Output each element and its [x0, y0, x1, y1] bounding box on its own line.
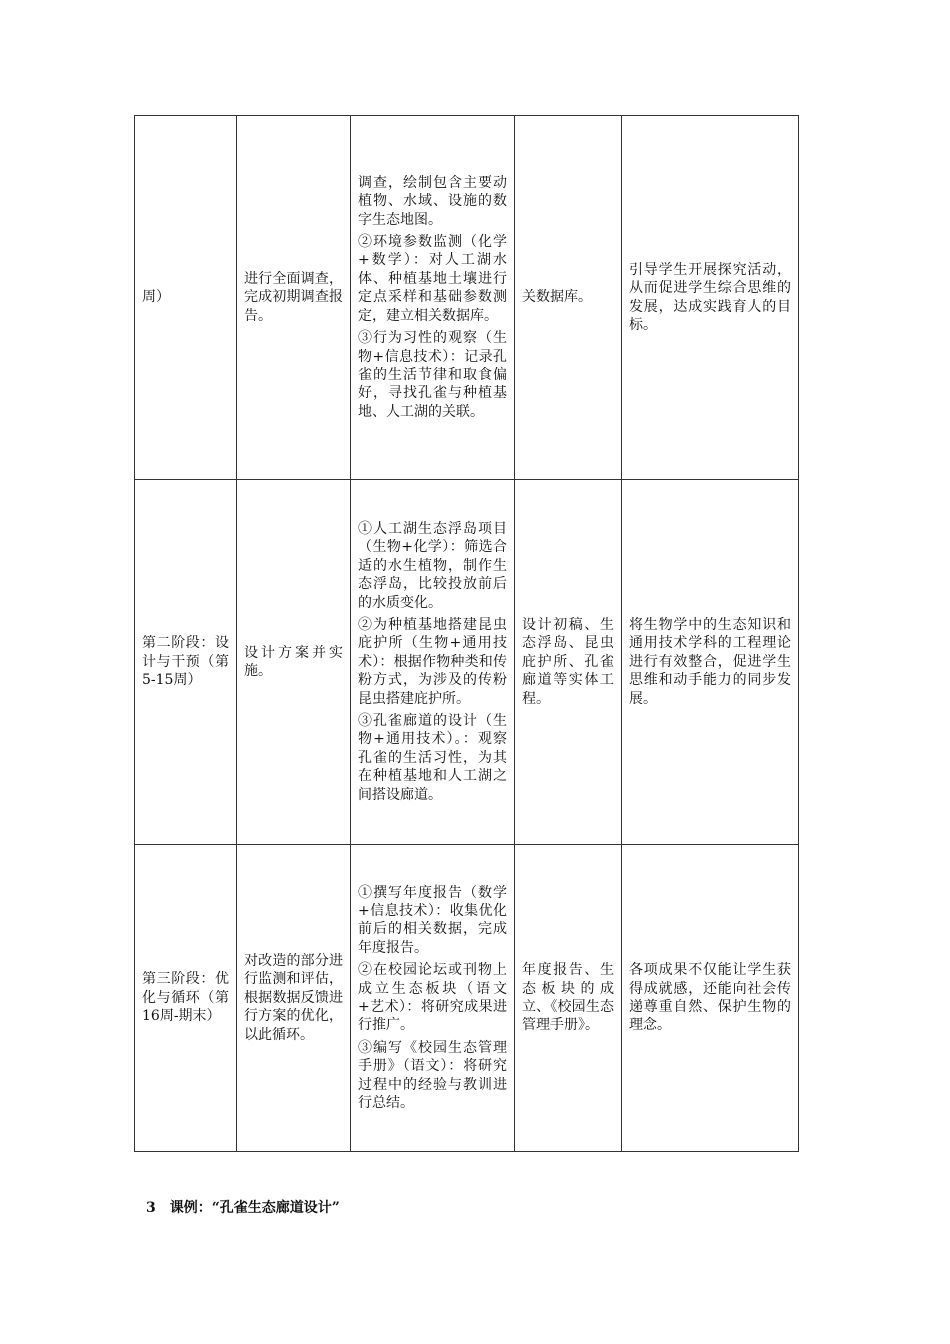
activity-item: ①撰写年度报告（数学+信息技术）：收集优化前后的相关数据，完成年度报告。: [358, 884, 507, 956]
outcome-cell: 年度报告、生态板块的成立、《校园生态管理手册》。: [515, 845, 622, 1152]
activities-cell: [351, 116, 515, 480]
activity-item: ③编写《校园生态管理手册》（语文）：将研究过程中的经验与教训进行总结。: [358, 1039, 507, 1112]
outcome-cell: 设计初稿、生态浮岛、昆虫庇护所、孔雀廊道等实体工程。: [515, 480, 622, 845]
curriculum-plan-table: [134, 115, 799, 1152]
activity-item: ②环境参数监测（化学+数学）：对人工湖水体、种植基地土壤进行定点采样和基础参数测定，建立相关数据库。: [358, 234, 507, 324]
table-row: [135, 845, 799, 1152]
activity-item: 调查，绘制包含主要动植物、水域、设施的数字生态地图。: [358, 174, 507, 228]
activity-item: ①人工湖生态浮岛项目（生物+化学）：筛选合适的水生植物，制作生态浮岛，比较投放前后的水质变化。: [358, 520, 507, 611]
task-cell: 对改造的部分进行监测和评估，根据数据反馈进行方案的优化，以此循环。: [237, 845, 351, 1152]
outcome-cell: 关数据库。: [515, 116, 622, 480]
activity-item: ②在校园论坛或刊物上成立生态板块（语文+艺术）：将研究成果进行推广。: [358, 962, 507, 1034]
goal-cell: 引导学生开展探究活动，从而促进学生综合思维的发展，达成实践育人的目标。: [622, 116, 799, 480]
activity-item: ③行为习性的观察（生物+信息技术）：记录孔雀的生活节律和取食偏好，寻找孔雀与种植基地、人工湖的关联。: [358, 330, 507, 420]
goal-cell: 将生物学中的生态知识和通用技术学科的工程理论进行有效整合，促进学生思维和动手能力的同步发展。: [622, 480, 799, 845]
activities-cell: [351, 845, 515, 1152]
section-heading: 3 课例：“孔雀生态廊道设计”: [146, 1200, 340, 1216]
goal-cell: 各项成果不仅能让学生获得成就感，还能向社会传递尊重自然、保护生物的理念。: [622, 845, 799, 1152]
table-row: [135, 116, 799, 480]
activities-cell: [351, 480, 515, 845]
table-row: [135, 480, 799, 845]
activity-item: ②为种植基地搭建昆虫庇护所（生物+通用技术）：根据作物种类和传粉方式，为涉及的传粉昆虫搭建庇护所。: [358, 616, 507, 707]
stage-cell: 第二阶段：设计与干预（第5-15周）: [135, 480, 237, 845]
stage-cell: 周）: [135, 116, 237, 480]
stage-cell: 第三阶段：优化与循环（第16周-期末）: [135, 845, 237, 1152]
task-cell: 设计方案并实施。: [237, 480, 351, 845]
task-cell: 进行全面调查，完成初期调查报告。: [237, 116, 351, 480]
activity-item: ③孔雀廊道的设计（生物+通用技术）。：观察孔雀的生活习性，为其在种植基地和人工湖之间搭设廊道。: [358, 713, 507, 803]
